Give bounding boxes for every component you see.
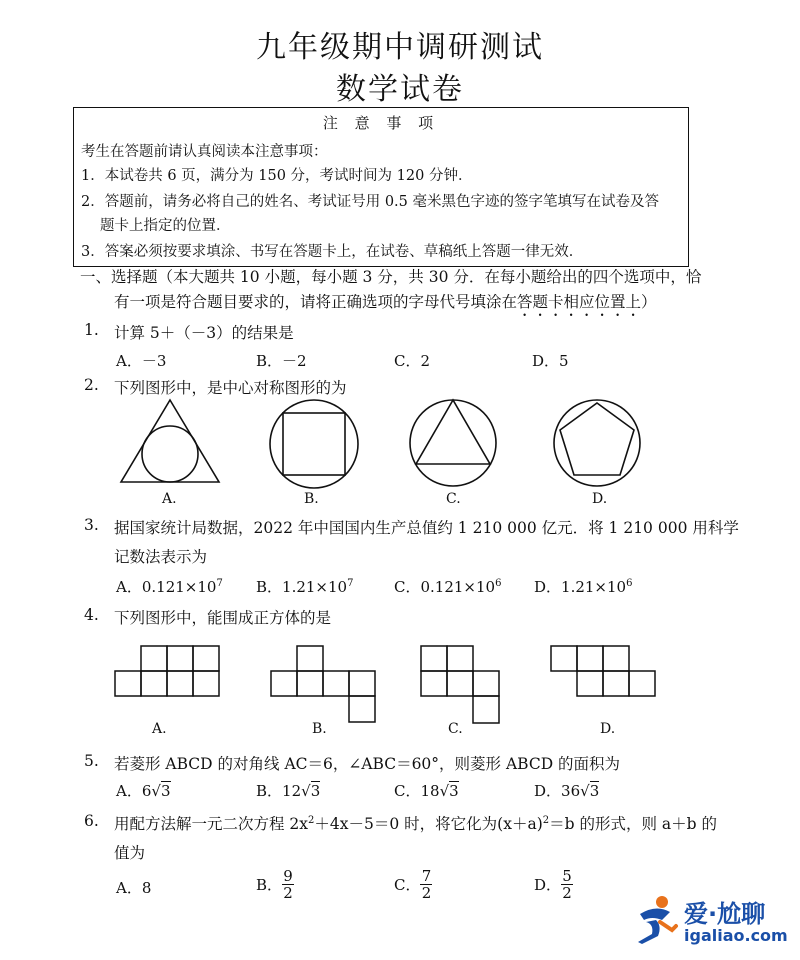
q1-option-b: B．－2 xyxy=(256,352,307,370)
q1-option-d: D．5 xyxy=(532,352,569,370)
q3-option-d-exp: 6 xyxy=(626,578,633,589)
q5-option-c xyxy=(394,780,459,801)
q6-option-c xyxy=(394,868,432,901)
sqrt-symbol: √ xyxy=(580,782,590,800)
q6-square-exp-1: 2 xyxy=(308,814,315,826)
watermark-brand: 爱·尬聊 xyxy=(684,900,766,928)
q5-option-b xyxy=(256,780,320,801)
q2-label-c: C. xyxy=(446,491,461,507)
q2-figure-d-circle-pentagon xyxy=(550,396,644,490)
q2-figure-c-circle-triangle xyxy=(406,396,500,490)
q6-option-a: A．8 xyxy=(116,879,152,897)
notice-intro: 考生在答题前请认真阅读本注意事项： xyxy=(81,144,328,160)
q2-label-a: A. xyxy=(162,491,177,507)
q4-label-d: D. xyxy=(600,721,616,737)
q6-text-part-b: ＋4x－5＝0 时，将它化为(x＋a) xyxy=(314,815,543,833)
q3-text-line1: 据国家统计局数据，2022 年中国国内生产总值约 1 210 000 亿元．将 1 210 000 用科学 xyxy=(114,519,739,537)
q6-option-c-fraction xyxy=(420,868,432,901)
q3-option-a-exp: 7 xyxy=(216,578,223,589)
q6-option-c-label: C． xyxy=(394,876,421,894)
q3-option-c xyxy=(394,576,501,597)
q2-figure-b-circle-square xyxy=(266,396,362,492)
q6-option-d-denominator: 2 xyxy=(562,884,572,902)
section1-line2 xyxy=(114,290,657,320)
q1-option-a: A．－3 xyxy=(116,352,167,370)
q6-option-d-numerator: 5 xyxy=(562,867,572,885)
q4-label-b: B. xyxy=(312,721,327,737)
q3-option-b-exp: 7 xyxy=(347,578,354,589)
q5-option-d xyxy=(534,780,599,801)
q4-figure-d-cube-net xyxy=(550,645,662,701)
q4-label-c: C. xyxy=(448,721,463,737)
q2-figure-a-triangle-incircle xyxy=(118,396,222,488)
q4-figure-b-cube-net xyxy=(270,645,380,725)
q6-square-exp-2: 2 xyxy=(542,814,550,826)
exam-title: 九年级期中调研测试 xyxy=(256,30,544,65)
q6-number: 6. xyxy=(84,812,99,830)
q3-option-d-base: D．1.21×10 xyxy=(534,578,627,596)
q1-text: 计算 5＋（－3）的结果是 xyxy=(114,324,294,342)
q6-option-b-fraction xyxy=(282,868,294,901)
q3-option-b-base: B．1.21×10 xyxy=(256,578,348,596)
notice-item-3: 3．答案必须按要求填涂、书写在答题卡上，在试卷、草稿纸上答题一律无效． xyxy=(81,244,584,260)
q6-option-b-label: B． xyxy=(256,876,283,894)
q5-option-d-coef: D．36 xyxy=(534,782,581,800)
q5-option-d-radicand: 3 xyxy=(589,782,600,800)
q5-option-c-coef: C．18 xyxy=(394,782,440,800)
q5-option-b-coef: B．12 xyxy=(256,782,302,800)
section1-line2-end: ） xyxy=(641,293,657,311)
q6-option-b-denominator: 2 xyxy=(283,884,293,902)
notice-item-2a: 2．答题前，请务必将自己的姓名、考试证号用 0.5 毫米黑色字迹的签字笔填写在试卷及答 xyxy=(81,194,659,210)
q5-option-a-coef: A．6 xyxy=(116,782,152,800)
q3-option-a-base: A．0.121×10 xyxy=(116,578,217,596)
q3-option-d xyxy=(534,576,632,597)
q6-option-b-numerator: 9 xyxy=(283,867,293,885)
q6-option-d-label: D． xyxy=(534,876,562,894)
notice-box xyxy=(73,107,689,267)
q3-option-a xyxy=(116,576,223,597)
q5-number: 5. xyxy=(84,752,99,770)
exam-subtitle: 数学试卷 xyxy=(336,72,464,107)
q2-label-b: B. xyxy=(304,491,319,507)
sqrt-symbol: √ xyxy=(439,782,450,800)
section1-line2-plain: 有一项是符合题目要求的，请将正确选项的字母代号填涂在 xyxy=(114,293,518,311)
q1-option-c: C．2 xyxy=(394,352,431,370)
watermark-url: igaliao.com xyxy=(684,926,788,945)
q6-option-d-fraction xyxy=(561,868,573,901)
notice-item-1: 1．本试卷共 6 页，满分为 150 分，考试时间为 120 分钟． xyxy=(81,168,473,184)
q3-option-c-exp: 6 xyxy=(495,578,502,589)
q5-option-b-radicand: 3 xyxy=(310,782,321,800)
q4-label-a: A. xyxy=(152,721,167,737)
q2-label-d: D. xyxy=(592,491,608,507)
q4-text: 下列图形中，能围成正方体的是 xyxy=(114,609,332,627)
q5-option-c-radicand: 3 xyxy=(449,782,459,800)
q6-option-c-denominator: 2 xyxy=(421,884,432,902)
q3-text-line2: 记数法表示为 xyxy=(114,548,208,566)
q4-figure-c-cube-net xyxy=(420,645,504,729)
q6-text-part-a: 用配方法解一元二次方程 2x xyxy=(114,815,309,833)
q5-option-a xyxy=(116,780,171,801)
q2-text: 下列图形中，是中心对称图形的为 xyxy=(114,379,347,397)
q6-text-part-c: ＝b 的形式，则 a＋b 的 xyxy=(549,815,717,833)
q2-number: 2. xyxy=(84,376,99,394)
sqrt-symbol: √ xyxy=(301,782,311,800)
q6-option-d xyxy=(534,868,573,901)
site-watermark xyxy=(632,892,797,952)
q4-number: 4. xyxy=(84,606,99,624)
q4-figure-a-cube-net xyxy=(114,645,224,697)
section1-line1: 一、选择题（本大题共 10 小题，每小题 3 分，共 30 分．在每小题给出的四个选项中，恰 xyxy=(80,268,702,286)
q5-text: 若菱形 ABCD 的对角线 AC＝6，∠ABC＝60°，则菱形 ABCD 的面积为 xyxy=(114,755,621,773)
notice-item-2b: 题卡上指定的位置． xyxy=(100,218,231,234)
q3-option-b xyxy=(256,576,353,597)
sqrt-symbol: √ xyxy=(151,782,161,800)
q6-option-b xyxy=(256,868,294,901)
q6-text-line2: 值为 xyxy=(114,844,146,862)
q5-option-a-radicand: 3 xyxy=(160,782,171,800)
section1-line2-dotted: 答题卡相应位置上 xyxy=(517,293,642,311)
q3-number: 3. xyxy=(84,516,99,534)
q1-number: 1. xyxy=(84,321,99,339)
runner-logo-icon xyxy=(632,894,680,946)
q6-option-c-numerator: 7 xyxy=(421,867,432,885)
notice-heading: 注 意 事 项 xyxy=(322,114,440,132)
q3-option-c-base: C．0.121×10 xyxy=(394,578,496,596)
q6-text-line1 xyxy=(114,812,717,834)
